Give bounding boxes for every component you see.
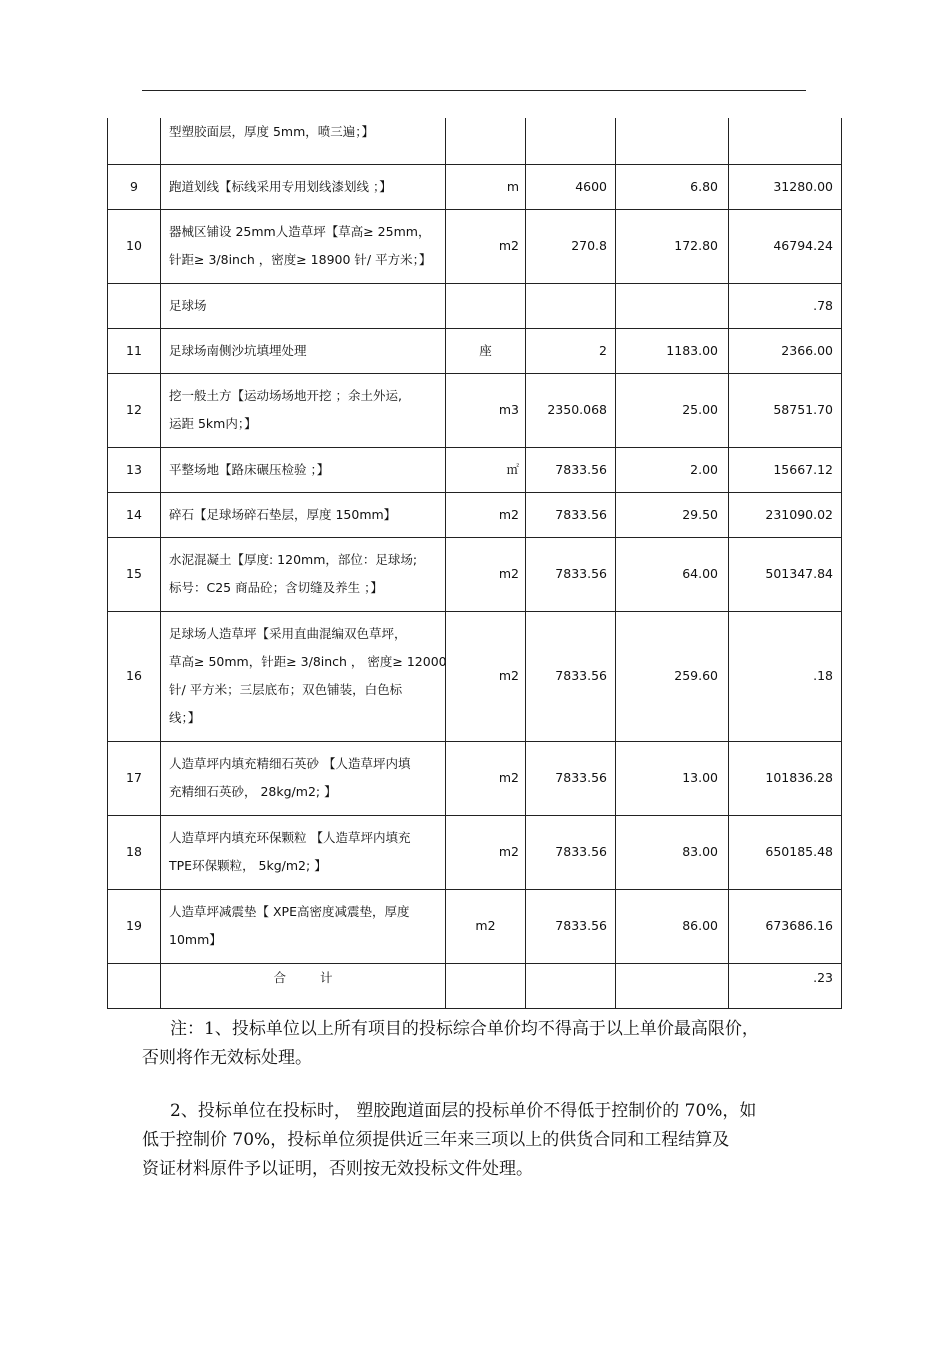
item-unit-price [616,283,729,328]
description-line: 型塑胶面层，厚度 5mm，喷三遍；】 [169,124,375,139]
item-unit-price: 86.00 [616,889,729,963]
item-number: 14 [108,492,161,537]
total-price-cell [616,963,729,1008]
item-quantity: 7833.56 [526,741,616,815]
description-line: TPE环保颗粒， 5kg/m2; 】 [169,858,327,873]
item-number [108,283,161,328]
item-quantity: 7833.56 [526,889,616,963]
item-number: 18 [108,815,161,889]
description-line: 草高≥ 50mm，针距≥ 3/8inch ， 密度≥ 12000 [169,654,447,669]
header-rule [142,90,806,91]
item-unit-price: 172.80 [616,209,729,283]
note-1-line-1: 注：1、投标单位以上所有项目的投标综合单价均不得高于以上单价最高限价， [170,1019,759,1039]
item-quantity: 270.8 [526,209,616,283]
table-row [108,815,842,889]
description-line: 针/ 平方米；三层底布；双色铺装，白色标 [169,682,403,697]
description-line: 平整场地【路床碾压检验 ；】 [169,461,330,477]
note-2-line-2: 低于控制价 70%，投标单位须提供近三年来三项以上的供货合同和工程结算及 [142,1130,730,1150]
item-quantity [526,118,616,164]
item-unit-price: 13.00 [616,741,729,815]
table-row [108,283,842,328]
item-number: 10 [108,209,161,283]
description-line: 挖一般土方【运动场场地开挖 ；余土外运, [169,388,402,403]
item-unit: m2 [446,741,526,815]
item-number: 11 [108,328,161,373]
table-row [108,328,842,373]
item-unit-price: 25.00 [616,373,729,447]
item-unit-price: 64.00 [616,537,729,611]
item-quantity: 7833.56 [526,447,616,492]
bill-of-quantities-table [107,118,842,1009]
table-row [108,611,842,741]
item-unit [446,118,526,164]
item-total: 673686.16 [729,889,842,963]
table-row [108,209,842,283]
item-number: 17 [108,741,161,815]
total-label-char-1: 合 [273,969,286,985]
item-unit: m2 [446,815,526,889]
item-description [161,611,446,741]
item-description [161,209,446,283]
item-unit-price: 6.80 [616,164,729,209]
item-total: 2366.00 [729,328,842,373]
item-number: 15 [108,537,161,611]
description-line: 碎石【足球场碎石垫层，厚度 150mm】 [169,506,397,522]
item-description [161,889,446,963]
description-line: 跑道划线【标线采用专用划线漆划线 ；】 [169,178,392,194]
table-row [108,447,842,492]
item-total: 101836.28 [729,741,842,815]
item-number: 13 [108,447,161,492]
item-quantity: 7833.56 [526,537,616,611]
description-line: 器械区铺设 25mm人造草坪【草高≥ 25mm， [169,224,431,239]
description-line: 标号：C25 商品砼；含切缝及养生 ；】 [169,580,383,595]
item-total: 650185.48 [729,815,842,889]
item-quantity: 7833.56 [526,492,616,537]
item-total: 58751.70 [729,373,842,447]
total-row [108,963,842,1008]
item-unit-price [616,118,729,164]
item-description [161,328,446,373]
note-1 [142,1015,822,1073]
item-description [161,815,446,889]
total-unit-cell [446,963,526,1008]
item-total: 501347.84 [729,537,842,611]
total-label-char-2: 计 [320,969,333,985]
table-row [108,741,842,815]
table-row [108,118,842,164]
item-unit: 座 [446,328,526,373]
description-line: 充精细石英砂， 28kg/m2; 】 [169,784,337,799]
item-unit: m [446,164,526,209]
item-description [161,283,446,328]
item-quantity: 4600 [526,164,616,209]
item-unit: m3 [446,373,526,447]
item-description [161,741,446,815]
item-quantity: 2350.068 [526,373,616,447]
item-description [161,492,446,537]
item-number: 9 [108,164,161,209]
item-total [729,118,842,164]
item-unit-price: 2.00 [616,447,729,492]
description-line: 人造草坪内填充环保颗粒 【人造草坪内填充 [169,830,411,845]
description-line: 针距≥ 3/8inch ，密度≥ 18900 针/ 平方米；】 [169,252,432,267]
note-1-line-2: 否则将作无效标处理。 [142,1048,312,1068]
item-total: 46794.24 [729,209,842,283]
item-quantity: 2 [526,328,616,373]
description-line: 足球场 [169,297,207,313]
item-total: 31280.00 [729,164,842,209]
note-2 [142,1097,822,1184]
description-line: 运距 5km内；】 [169,416,257,431]
total-label [161,963,446,1008]
note-2-line-3: 资证材料原件予以证明，否则按无效投标文件处理。 [142,1159,533,1179]
item-total: 231090.02 [729,492,842,537]
table-row [108,537,842,611]
item-quantity: 7833.56 [526,611,616,741]
item-description [161,164,446,209]
item-number: 12 [108,373,161,447]
description-line: 线；】 [169,710,201,725]
item-total: .18 [729,611,842,741]
description-line: 水泥混凝土【厚度: 120mm，部位：足球场; [169,552,418,567]
item-unit: m2 [446,209,526,283]
item-total: .78 [729,283,842,328]
item-quantity: 7833.56 [526,815,616,889]
item-unit-price: 1183.00 [616,328,729,373]
item-description [161,537,446,611]
item-description [161,118,446,164]
table-row [108,164,842,209]
item-unit [446,283,526,328]
item-unit: m2 [446,611,526,741]
item-quantity [526,283,616,328]
item-number: 19 [108,889,161,963]
item-unit: m2 [446,889,526,963]
note-2-line-1: 2、投标单位在投标时， 塑胶跑道面层的投标单价不得低于控制价的 70%，如 [170,1101,757,1121]
description-line: 人造草坪内填充精细石英砂 【人造草坪内填 [169,756,411,771]
item-description [161,373,446,447]
total-quantity-cell [526,963,616,1008]
item-unit: m2 [446,492,526,537]
table-row [108,492,842,537]
description-line: 10mm】 [169,932,222,947]
item-unit-price: 83.00 [616,815,729,889]
item-unit: ㎡ [446,447,526,492]
description-line: 足球场人造草坪【采用直曲混编双色草坪， [169,626,407,641]
item-description [161,447,446,492]
description-line: 足球场南侧沙坑填埋处理 [169,342,307,358]
item-number: 16 [108,611,161,741]
grand-total: .23 [729,963,842,1008]
item-number [108,118,161,164]
item-unit-price: 29.50 [616,492,729,537]
table-row [108,373,842,447]
item-unit: m2 [446,537,526,611]
description-line: 人造草坪减震垫【 XPE高密度减震垫，厚度 [169,904,410,919]
table-row [108,889,842,963]
total-number-cell [108,963,161,1008]
item-unit-price: 259.60 [616,611,729,741]
item-total: 15667.12 [729,447,842,492]
